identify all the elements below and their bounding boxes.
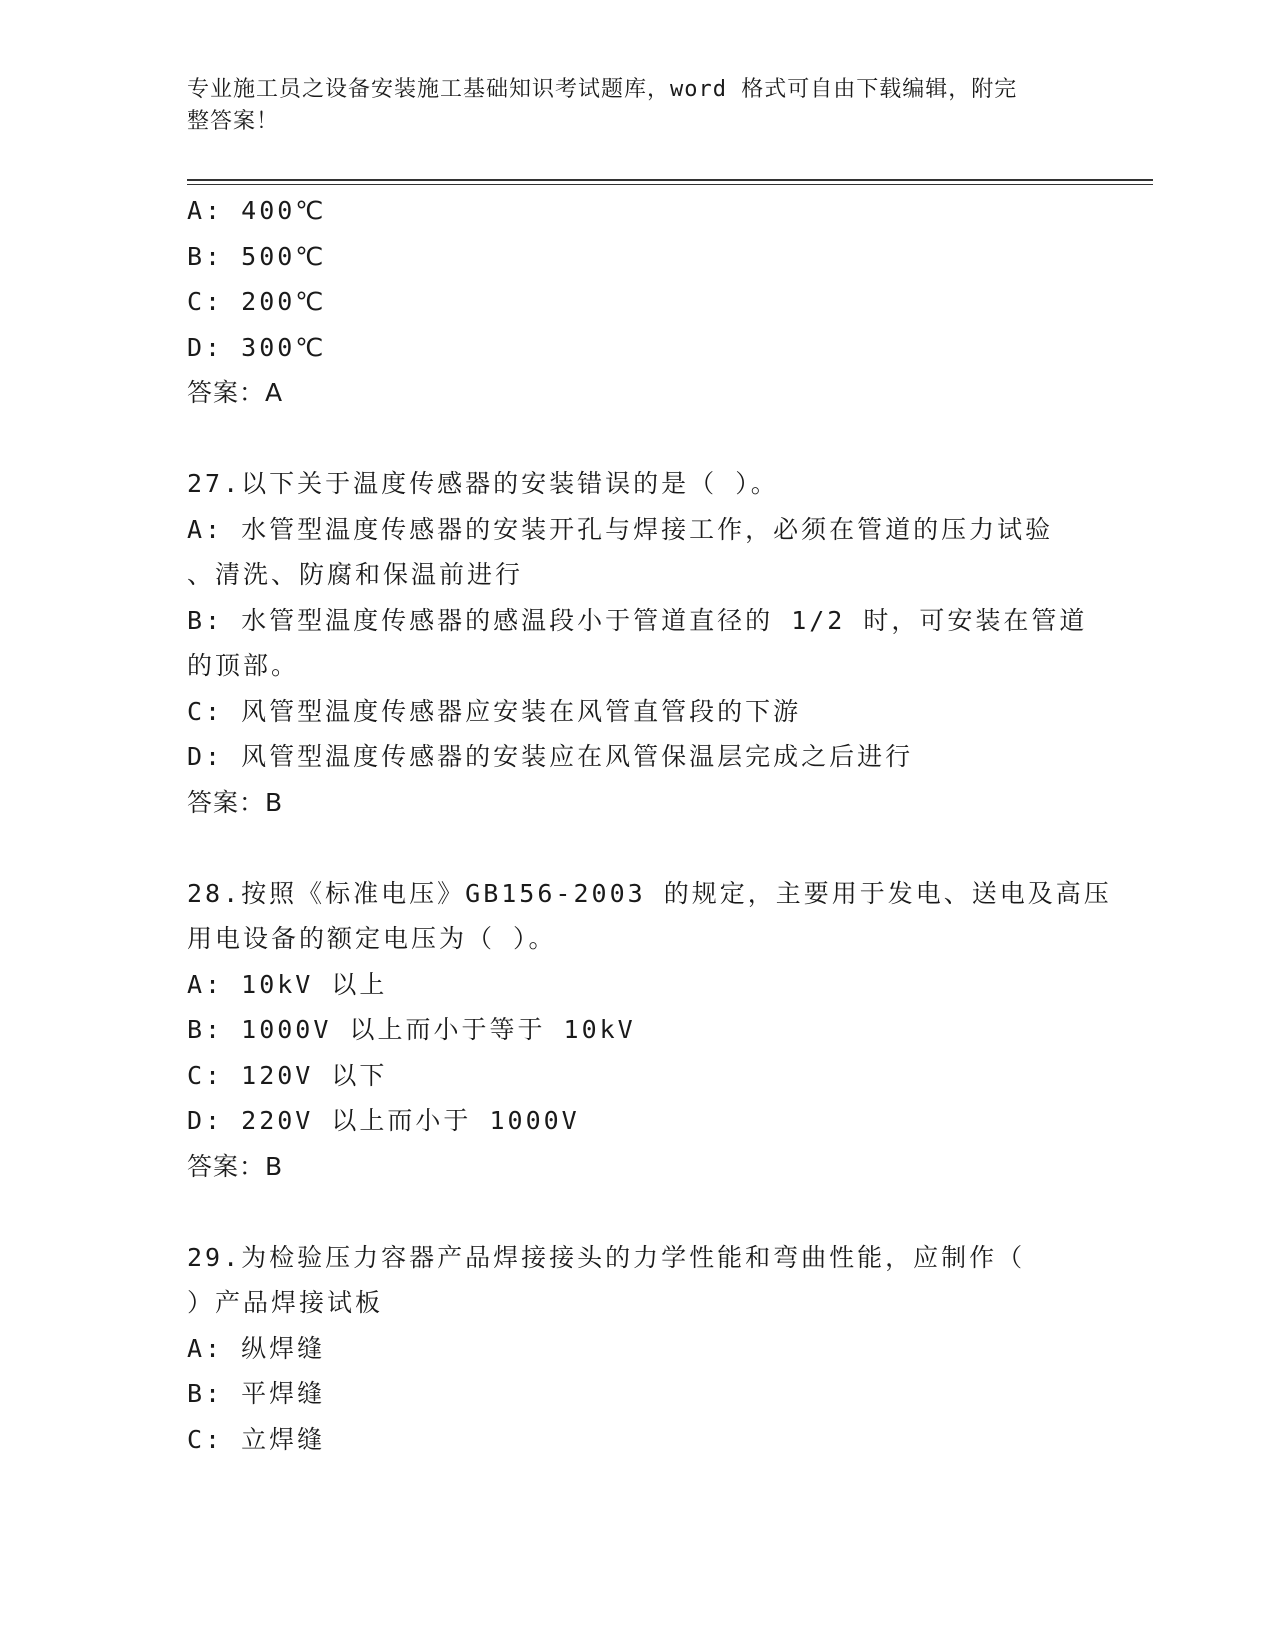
q26-option-c: C: 200℃	[187, 287, 327, 316]
q27-option-a-line-1: A: 水管型温度传感器的安装开孔与焊接工作，必须在管道的压力试验	[187, 514, 1054, 544]
q27-option-c: C: 风管型温度传感器应安装在风管直管段的下游	[187, 696, 802, 726]
question-list	[187, 188, 1112, 1462]
q26-answer: 答案：A	[187, 378, 284, 407]
q28-answer: 答案：B	[187, 1151, 284, 1181]
question-27-block	[187, 461, 1087, 825]
q26-option-a: A: 400℃	[187, 196, 327, 225]
q27-option-b-line-2: 的顶部。	[187, 651, 300, 680]
question-26-block	[187, 188, 1087, 416]
q28-question-line-1: 28.按照《标准电压》GB156-2003 的规定，主要用于发电、送电及高压	[187, 878, 1112, 908]
q29-option-a: A: 纵焊缝	[187, 1333, 326, 1363]
q27-option-b-line-1: B: 水管型温度传感器的感温段小于管道直径的 1/2 时，可安装在管道	[187, 605, 1088, 635]
header-divider-thin	[187, 184, 1153, 185]
q27-answer: 答案：B	[187, 787, 284, 817]
q27-question: 27.以下关于温度传感器的安装错误的是（ ）。	[187, 469, 779, 498]
header-divider-thick	[187, 179, 1153, 181]
spacer	[187, 1189, 1087, 1235]
q27-option-a-line-2: 、清洗、防腐和保温前进行	[187, 560, 524, 589]
q29-option-b: B: 平焊缝	[187, 1379, 326, 1408]
q28-question-line-2: 用电设备的额定电压为（ ）。	[187, 924, 557, 953]
q29-question-line-1: 29.为检验压力容器产品焊接接头的力学性能和弯曲性能，应制作（	[187, 1242, 1026, 1272]
q26-option-b: B: 500℃	[187, 241, 327, 271]
q28-option-b: B: 1000V 以上而小于等于 10kV	[187, 1015, 636, 1044]
q28-option-d: D: 220V 以上而小于 1000V	[187, 1106, 580, 1135]
header-line-1: 专业施工员之设备安装施工基础知识考试题库，word 格式可自由下载编辑，附完	[187, 77, 1018, 102]
q26-option-d: D: 300℃	[187, 332, 327, 362]
q27-option-d: D: 风管型温度传感器的安装应在风管保温层完成之后进行	[187, 742, 914, 771]
spacer	[187, 416, 1087, 462]
spacer	[187, 825, 1087, 871]
header-line-2: 整答案！	[187, 109, 280, 134]
document-header	[187, 74, 1067, 138]
q29-question-line-2: ）产品焊接试板	[187, 1288, 384, 1317]
q28-option-a: A: 10kV 以上	[187, 969, 388, 999]
q28-option-c: C: 120V 以下	[187, 1060, 388, 1090]
question-29-block	[187, 1235, 1087, 1463]
q29-option-c: C: 立焊缝	[187, 1424, 326, 1454]
question-28-block	[187, 871, 1112, 1190]
